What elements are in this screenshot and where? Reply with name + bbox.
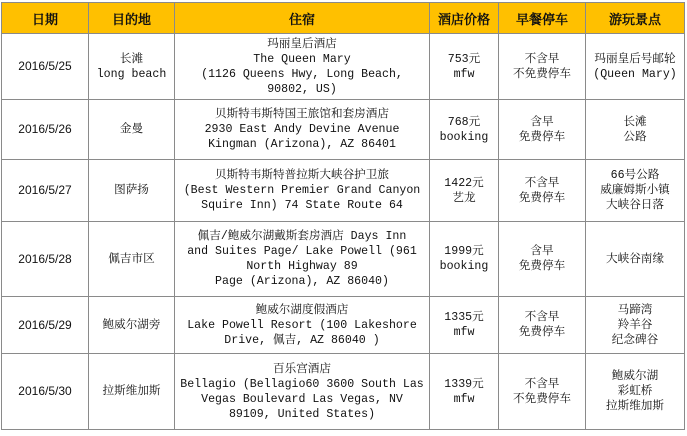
header-destination: 目的地	[89, 3, 175, 34]
cell-price: 768元 booking	[430, 100, 499, 160]
header-hotel-price: 酒店价格	[430, 3, 499, 34]
cell-hotel: 百乐宫酒店 Bellagio (Bellagio60 3600 South Las Vegas Boulevard Las Vegas, NV 89109, United States)	[175, 354, 430, 430]
cell-attractions: 大峡谷南缘	[586, 222, 685, 297]
cell-destination: 佩吉市区	[89, 222, 175, 297]
cell-hotel: 鲍威尔湖度假酒店 Lake Powell Resort (100 Lakeshore Drive, 佩吉, AZ 86040 )	[175, 297, 430, 354]
cell-breakfast-parking: 不含早 免费停车	[499, 297, 586, 354]
cell-breakfast-parking: 不含早 不免费停车	[499, 354, 586, 430]
cell-hotel: 贝斯特韦斯特国王旅馆和套房酒店 2930 East Andy Devine Avenue Kingman (Arizona), AZ 86401	[175, 100, 430, 160]
cell-attractions: 玛丽皇后号邮轮 (Queen Mary)	[586, 34, 685, 100]
cell-date: 2016/5/25	[2, 34, 89, 100]
header-date: 日期	[2, 3, 89, 34]
cell-destination: 金曼	[89, 100, 175, 160]
cell-breakfast-parking: 不含早 免费停车	[499, 160, 586, 222]
cell-attractions: 长滩 公路	[586, 100, 685, 160]
cell-price: 1335元 mfw	[430, 297, 499, 354]
table-row	[2, 34, 685, 100]
cell-date: 2016/5/27	[2, 160, 89, 222]
cell-destination: 图萨扬	[89, 160, 175, 222]
cell-price: 1339元 mfw	[430, 354, 499, 430]
cell-date: 2016/5/28	[2, 222, 89, 297]
table-row	[2, 100, 685, 160]
cell-breakfast-parking: 含早 免费停车	[499, 222, 586, 297]
cell-attractions: 马蹄湾 羚羊谷 纪念碑谷	[586, 297, 685, 354]
table-row	[2, 354, 685, 430]
cell-price: 753元 mfw	[430, 34, 499, 100]
cell-breakfast-parking: 不含早 不免费停车	[499, 34, 586, 100]
cell-price: 1422元 艺龙	[430, 160, 499, 222]
header-lodging: 住宿	[175, 3, 430, 34]
table-row	[2, 297, 685, 354]
itinerary-table	[1, 2, 685, 430]
cell-breakfast-parking: 含早 免费停车	[499, 100, 586, 160]
cell-date: 2016/5/30	[2, 354, 89, 430]
cell-hotel: 佩吉/鲍威尔湖戴斯套房酒店 Days Inn and Suites Page/ Lake Powell (961 North Highway 89 Page (Arizona), AZ 86040)	[175, 222, 430, 297]
cell-destination: 长滩 long beach	[89, 34, 175, 100]
header-row	[2, 3, 685, 34]
cell-date: 2016/5/26	[2, 100, 89, 160]
cell-attractions: 66号公路 威廉姆斯小镇 大峡谷日落	[586, 160, 685, 222]
table-row	[2, 222, 685, 297]
cell-hotel: 玛丽皇后酒店 The Queen Mary (1126 Queens Hwy, Long Beach, 90802, US)	[175, 34, 430, 100]
cell-destination: 拉斯维加斯	[89, 354, 175, 430]
cell-attractions: 鲍威尔湖 彩虹桥 拉斯维加斯	[586, 354, 685, 430]
header-breakfast-parking: 早餐停车	[499, 3, 586, 34]
cell-price: 1999元 booking	[430, 222, 499, 297]
cell-hotel: 贝斯特韦斯特普拉斯大峡谷护卫旅 (Best Western Premier Grand Canyon Squire Inn) 74 State Route 64	[175, 160, 430, 222]
header-attractions: 游玩景点	[586, 3, 685, 34]
cell-date: 2016/5/29	[2, 297, 89, 354]
table-row	[2, 160, 685, 222]
cell-destination: 鲍威尔湖旁	[89, 297, 175, 354]
